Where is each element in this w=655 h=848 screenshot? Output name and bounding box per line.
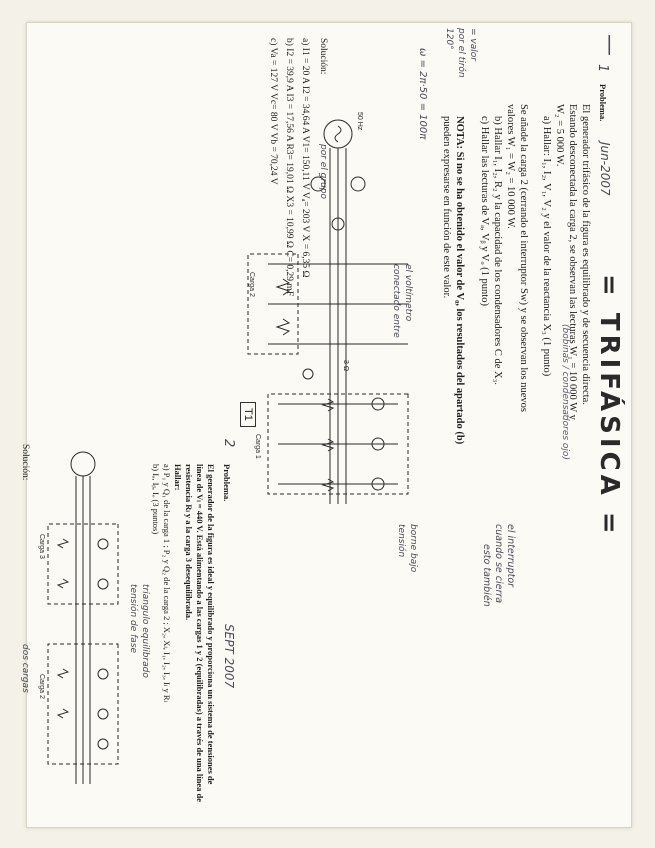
problem1-number: 1: [595, 64, 610, 73]
statement-line: línea de Vₗ = 440 V. Está alimentando a las cargas 1 y 2 (equilibradas) a través de una línea de: [195, 464, 205, 803]
statement-line: Estando desconectada la carga 2, se observan las lecturas W₁ = 10 000 W y: [567, 104, 578, 420]
solutions-heading: Solución:: [20, 444, 30, 481]
solution-row: a) I1 = 20 A I2 = 34,64 A V1= 150,11 V Vₐ= 203 V X = 6,35 Ω: [300, 38, 310, 278]
handwritten-note: tensión: [396, 524, 406, 558]
statement-line: W₂ = 5 000 W.: [554, 104, 565, 167]
statement-line: a) P₁ y Q₁ de la carga 1 ; P₂ y Q₂ de la carga 2 ; X₂, Xₗ, I₁, I₂, I₃, Iₗ y Rₗ: [162, 464, 172, 702]
freq-label: 50 Hz: [356, 112, 363, 131]
handwritten-formula: ω = 2π·50 = 100π: [417, 48, 428, 140]
handwritten-note: el voltímetro: [403, 264, 413, 322]
problem2-date: SEPT 2007: [222, 624, 236, 689]
wattmeter-w1: [351, 177, 365, 191]
side-note: por el tirón: [456, 28, 466, 78]
statement-line: El generador de la figura es ideal y equilibrado y proporciona un sistema de tensiones de: [206, 464, 216, 785]
side-note: 120°: [444, 28, 454, 50]
load-3-label: Carga 3: [38, 534, 45, 559]
note-line: NOTA: Si no se ha obtenido el valor de V₀, los resultados del apartado (b): [454, 116, 465, 445]
page-marker: T1: [240, 402, 256, 427]
load-2-label: Carga 2: [248, 272, 255, 297]
solution-row: b) I2 = 39,9 A I3 = 17,56 A R3= 19,01 Ω X3 = 10,99 Ω C= 0,29 mF: [284, 38, 294, 297]
side-note: = valor: [468, 28, 478, 61]
statement-line: resistencia Rₗ y a la carga 3 desequilibrada.: [184, 464, 194, 621]
solution-row: c) Va = 127 V Vc= 80 V Vb = 70,24 V: [268, 38, 278, 185]
circuit-diagram-2: [38, 444, 128, 804]
handwritten-note: cuando se cierra: [493, 524, 504, 604]
load-1-label: Carga 1: [254, 434, 261, 459]
rotated-content: [20, 24, 628, 824]
corner-mark: —: [597, 34, 622, 56]
question-c: c) Hallar las lecturas de Vₐ, Vᵦ y Vₒ (1 punto): [479, 116, 490, 306]
resistor-label: 3 Ω: [342, 360, 349, 372]
load2-line: valores W₁ = W₂ = 10 000 W.: [505, 104, 516, 229]
question-b: b) Hallar I₁, I₂, R₂ y la capacidad de los condensadores C de X₃.: [492, 116, 503, 385]
note-line: pueden expresarse en función de este valor.: [441, 116, 452, 299]
load-2-label: Carga 2: [38, 674, 45, 699]
handwritten-note: triangulo equilibrado: [140, 584, 150, 678]
statement-line: El generador trifásico de la figura es equilibrado y de secuencia directa.: [580, 104, 591, 405]
problem1-label: Problema.: [598, 84, 608, 122]
handwritten-note: esto también: [481, 544, 492, 607]
handwritten-note: dos cargas: [20, 644, 30, 693]
problem2-label: Problema.: [222, 464, 232, 502]
statement-line: b) Iₐ, Iᵦ, Iₒ (3 puntos): [151, 464, 161, 535]
page-title: = TRIFÁSICA =: [594, 274, 624, 538]
handwritten-note: tensión de fase: [128, 584, 138, 654]
handwritten-note: borne bajo: [408, 524, 418, 573]
handwritten-note: (bobinas / condensadores ojo): [560, 324, 570, 460]
statement-line: Hallar:: [173, 464, 183, 491]
handwritten-note: conectado entre: [391, 264, 401, 338]
problem1-date: Jun-2007: [598, 142, 612, 196]
solutions-heading: Solución:: [318, 38, 328, 75]
load2-line: Se añade la carga 2 (cerrando el interruptor Sw) y se observan los nuevos: [518, 104, 529, 412]
problem2-number: 2: [221, 439, 236, 448]
handwritten-note: por el grupo: [318, 144, 328, 200]
question-a: a) Hallar: I₁, I₂, V₁, V₂ y el valor de la reactancia X₃ (1 punto): [541, 116, 552, 377]
handwritten-note: el interruptor: [505, 524, 516, 588]
